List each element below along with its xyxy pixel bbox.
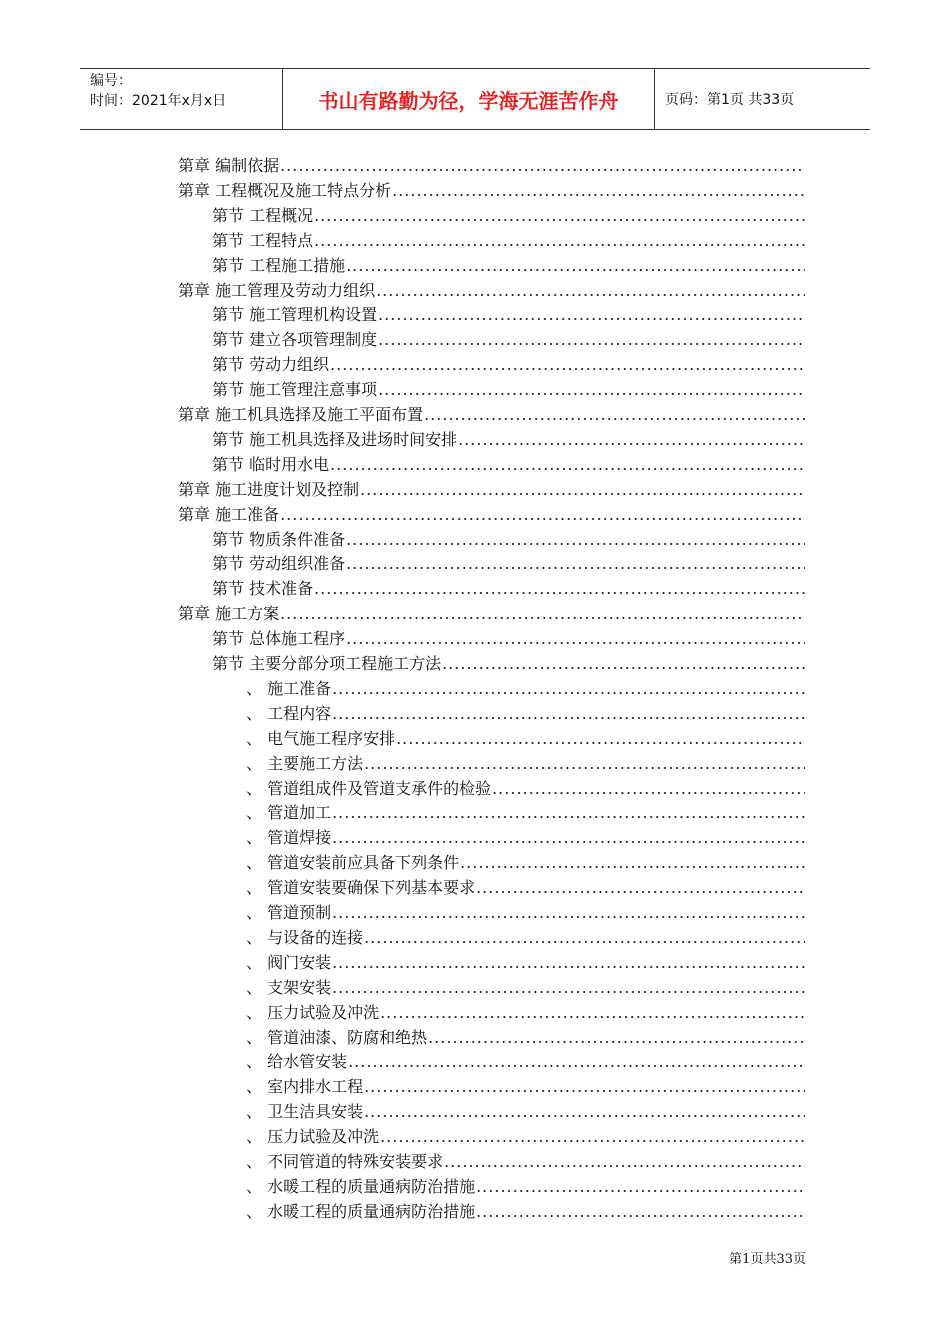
toc-dot-leader <box>392 180 805 202</box>
toc-entry-label: 第节 施工管理机构设置 <box>212 305 378 325</box>
toc-dot-leader <box>280 155 805 177</box>
toc-dot-leader <box>314 205 805 227</box>
toc-entry-label: 第节 工程概况 <box>212 205 314 225</box>
toc-entry-label: 第章 工程概况及施工特点分析 <box>178 180 392 200</box>
toc-entry-label: 第节 工程施工措施 <box>212 255 346 275</box>
toc-entry[interactable] <box>212 553 805 575</box>
toc-dot-leader <box>424 404 805 426</box>
toc-entry[interactable] <box>246 802 805 824</box>
toc-entry[interactable] <box>246 1201 805 1223</box>
toc-dot-leader <box>360 479 805 501</box>
toc-entry[interactable] <box>212 454 805 476</box>
toc-entry-label: 第节 物质条件准备 <box>212 529 346 549</box>
toc-dot-leader <box>378 379 805 401</box>
toc-entry-label: 第节 施工机具选择及进场时间安排 <box>212 429 458 449</box>
toc-dot-leader <box>332 703 805 725</box>
toc-entry-label: 第节 临时用水电 <box>212 454 330 474</box>
toc-entry[interactable] <box>246 977 805 999</box>
header-page-info: 页码：第1页 共33页 <box>665 92 795 108</box>
toc-entry[interactable] <box>246 678 805 700</box>
toc-dot-leader <box>330 454 805 476</box>
toc-entry-label: 、 压力试验及冲洗 <box>246 1127 380 1147</box>
toc-dot-leader <box>476 1176 805 1198</box>
toc-dot-leader <box>378 329 805 351</box>
toc-dot-leader <box>460 852 805 874</box>
toc-dot-leader <box>378 304 805 326</box>
toc-entry[interactable] <box>246 1002 805 1024</box>
toc-entry[interactable] <box>212 578 805 600</box>
document-time-label: 时间：2021年x月x日 <box>90 93 227 109</box>
toc-dot-leader <box>476 877 805 899</box>
toc-entry-label: 第节 建立各项管理制度 <box>212 330 378 350</box>
header-motto: 书山有路勤为径，学海无涯苦作舟 <box>282 69 655 129</box>
toc-entry-label: 、 给水管安装 <box>246 1052 348 1072</box>
toc-entry-label: 第章 施工机具选择及施工平面布置 <box>178 405 424 424</box>
toc-entry-label: 、 管道安装要确保下列基本要求 <box>246 878 476 898</box>
toc-entry[interactable] <box>212 255 805 277</box>
toc-entry-label: 第节 工程特点 <box>212 230 314 250</box>
toc-entry[interactable] <box>246 1101 805 1123</box>
toc-dot-leader <box>332 827 805 849</box>
toc-entry-label: 第章 施工方案 <box>178 604 280 624</box>
toc-entry[interactable] <box>246 902 805 924</box>
toc-entry-label: 第节 施工管理注意事项 <box>212 380 378 400</box>
toc-entry-label: 、 支架安装 <box>246 977 332 997</box>
toc-entry-label: 第章 施工管理及劳动力组织 <box>178 280 376 300</box>
toc-entry-label: 、 卫生洁具安装 <box>246 1102 364 1122</box>
toc-dot-leader <box>332 902 805 924</box>
toc-entry[interactable] <box>212 354 805 376</box>
toc-dot-leader <box>380 1126 805 1148</box>
toc-entry[interactable] <box>246 877 805 899</box>
page-footer: 第1页共33页 <box>729 1252 806 1267</box>
toc-entry[interactable] <box>246 1176 805 1198</box>
toc-dot-leader <box>332 678 805 700</box>
toc-dot-leader <box>346 553 805 575</box>
toc-dot-leader <box>364 927 805 949</box>
toc-entry-label: 第章 施工准备 <box>178 504 280 524</box>
toc-dot-leader <box>428 1027 805 1049</box>
toc-dot-leader <box>332 802 805 824</box>
toc-entry-label: 第章 编制依据 <box>178 156 280 175</box>
toc-entry-label: 、 阀门安装 <box>246 952 332 972</box>
toc-entry-label: 、 压力试验及冲洗 <box>246 1002 380 1022</box>
toc-entry[interactable] <box>246 778 805 800</box>
toc-entry[interactable] <box>246 827 805 849</box>
toc-dot-leader <box>364 1076 805 1098</box>
toc-entry[interactable] <box>212 230 805 252</box>
toc-entry[interactable] <box>246 852 805 874</box>
toc-entry[interactable] <box>212 529 805 551</box>
toc-entry-label: 、 施工准备 <box>246 678 332 698</box>
toc-dot-leader <box>458 429 805 451</box>
toc-entry[interactable] <box>178 504 805 526</box>
toc-entry-label: 、 不同管道的特殊安装要求 <box>246 1152 444 1171</box>
toc-dot-leader <box>376 280 805 302</box>
toc-entry[interactable] <box>246 1051 805 1073</box>
toc-dot-leader <box>346 529 805 551</box>
toc-entry-label: 、 管道安装前应具备下列条件 <box>246 853 460 873</box>
toc-entry[interactable] <box>246 1151 805 1173</box>
toc-dot-leader <box>442 653 805 675</box>
toc-entry-label: 第节 劳动力组织 <box>212 355 330 375</box>
toc-entry[interactable] <box>246 728 805 750</box>
toc-dot-leader <box>396 728 805 750</box>
toc-dot-leader <box>332 952 805 974</box>
toc-entry[interactable] <box>246 1027 805 1049</box>
toc-entry-label: 第节 总体施工程序 <box>212 629 346 649</box>
toc-entry[interactable] <box>178 479 805 501</box>
toc-entry[interactable] <box>178 603 805 625</box>
toc-dot-leader <box>314 230 805 252</box>
toc-dot-leader <box>314 578 805 600</box>
toc-dot-leader <box>346 255 805 277</box>
toc-dot-leader <box>330 354 805 376</box>
toc-dot-leader <box>280 603 805 625</box>
toc-dot-leader <box>348 1051 805 1073</box>
toc-dot-leader <box>380 1002 805 1024</box>
toc-entry-label: 、 管道油漆、防腐和绝热 <box>246 1027 428 1047</box>
toc-entry[interactable] <box>212 205 805 227</box>
toc-entry-label: 第节 主要分部分项工程施工方法 <box>212 654 442 673</box>
toc-entry[interactable] <box>178 155 805 177</box>
toc-entry[interactable] <box>212 653 805 675</box>
toc-entry-label: 、 电气施工程序安排 <box>246 728 396 748</box>
toc-dot-leader <box>476 1201 805 1223</box>
toc-entry[interactable] <box>178 404 805 426</box>
toc-entry-label: 、 管道加工 <box>246 803 332 823</box>
toc-entry-label: 、 室内排水工程 <box>246 1077 364 1097</box>
page-header <box>80 68 870 130</box>
toc-entry-label: 第节 劳动组织准备 <box>212 554 346 574</box>
toc-entry[interactable] <box>246 753 805 775</box>
toc-entry[interactable] <box>246 703 805 725</box>
toc-entry-label: 、 管道焊接 <box>246 828 332 848</box>
toc-entry[interactable] <box>178 180 805 202</box>
toc-entry[interactable] <box>246 952 805 974</box>
toc-entry[interactable] <box>246 1076 805 1098</box>
toc-entry-label: 、 工程内容 <box>246 703 332 723</box>
toc-entry-label: 第节 技术准备 <box>212 579 314 599</box>
toc-dot-leader <box>492 778 805 800</box>
header-meta <box>80 69 282 129</box>
toc-entry[interactable] <box>212 379 805 401</box>
toc-dot-leader <box>280 504 805 526</box>
toc-entry[interactable] <box>212 329 805 351</box>
toc-entry[interactable] <box>246 927 805 949</box>
toc-entry[interactable] <box>212 429 805 451</box>
toc-dot-leader <box>444 1151 805 1173</box>
toc-entry-label: 、 水暖工程的质量通病防治措施 <box>246 1201 476 1221</box>
toc-entry-label: 、 与设备的连接 <box>246 927 364 947</box>
toc-entry-label: 、 水暖工程的质量通病防治措施 <box>246 1176 476 1196</box>
toc-dot-leader <box>332 977 805 999</box>
toc-entry-label: 、 主要施工方法 <box>246 753 364 773</box>
toc-dot-leader <box>364 753 805 775</box>
toc-dot-leader <box>364 1101 805 1123</box>
toc-entry[interactable] <box>246 1126 805 1148</box>
toc-entry[interactable] <box>212 628 805 650</box>
toc-entry-label: 、 管道组成件及管道支承件的检验 <box>246 778 492 798</box>
toc-entry[interactable] <box>178 280 805 302</box>
toc-entry[interactable] <box>212 304 805 326</box>
toc-entry-label: 、 管道预制 <box>246 903 332 922</box>
document-number-label: 编号： <box>90 73 132 89</box>
toc-entry-label: 第章 施工进度计划及控制 <box>178 479 360 499</box>
toc-dot-leader <box>346 628 805 650</box>
